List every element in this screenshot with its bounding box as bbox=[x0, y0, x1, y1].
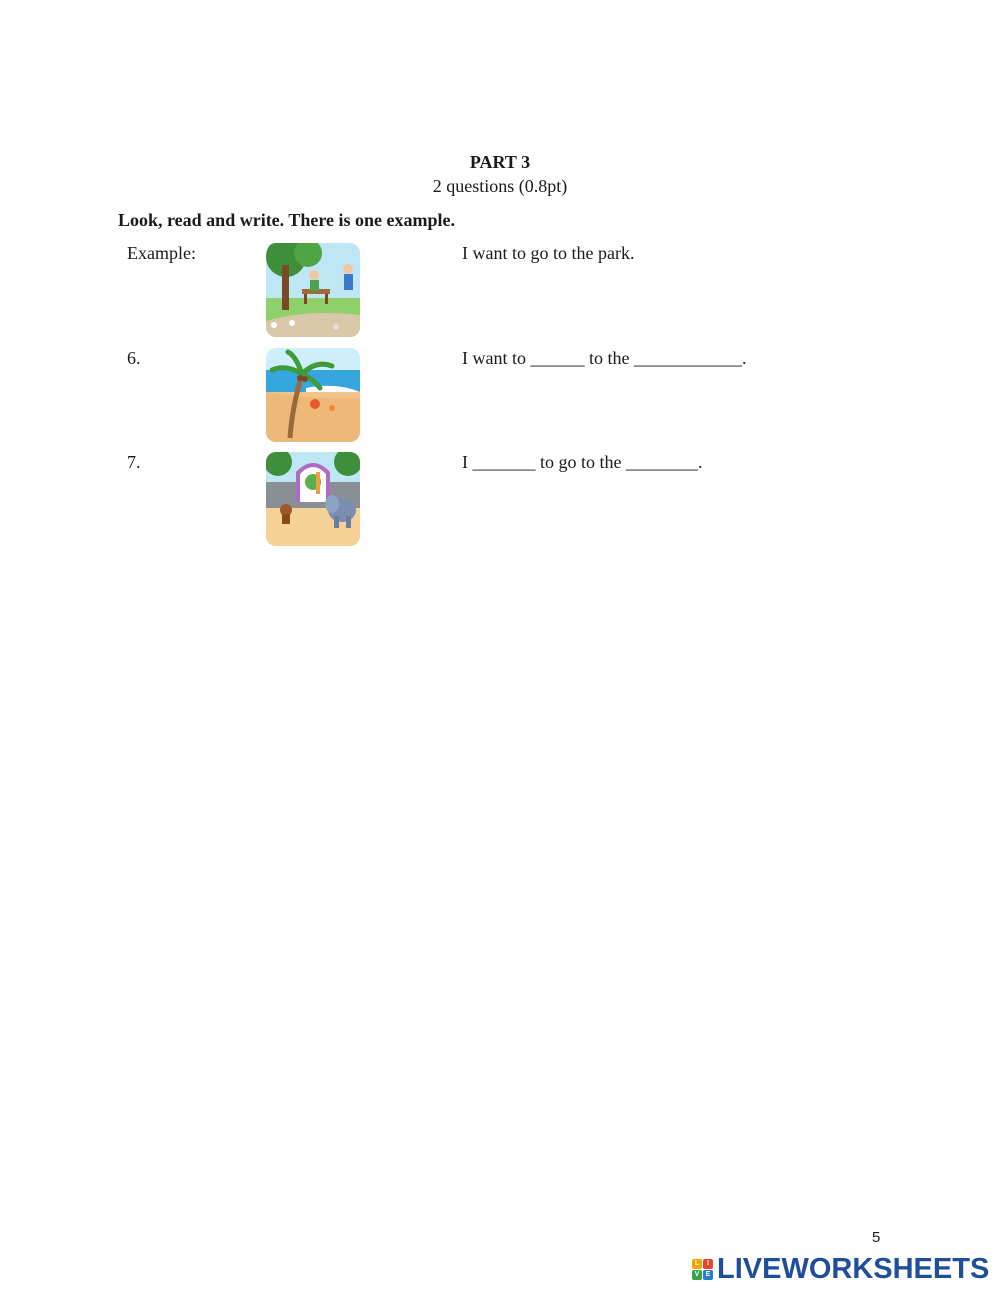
row-sentence[interactable]: I _______ to go to the ________. bbox=[462, 452, 703, 472]
row-label: Example: bbox=[127, 243, 196, 263]
question-6-row bbox=[0, 348, 1000, 444]
question-7-row bbox=[0, 452, 1000, 548]
part-subtitle: 2 questions (0.8pt) bbox=[432, 176, 568, 196]
page-number: 5 bbox=[872, 1229, 881, 1246]
example-row bbox=[0, 243, 1000, 339]
park-scene-picture bbox=[266, 243, 360, 337]
brand-wordmark: LIVEWORKSHEETS bbox=[717, 1252, 990, 1285]
beach-scene-picture bbox=[266, 348, 360, 442]
zoo-scene-picture bbox=[266, 452, 360, 546]
instruction: Look, read and write. There is one example. bbox=[118, 210, 455, 230]
row-sentence[interactable]: I want to ______ to the ____________. bbox=[462, 348, 747, 368]
row-label: 6. bbox=[127, 348, 141, 368]
liveworksheets-logo-icon: L I V E bbox=[692, 1259, 713, 1280]
part-title: PART 3 bbox=[469, 152, 531, 172]
row-sentence: I want to go to the park. bbox=[462, 243, 635, 263]
row-label: 7. bbox=[127, 452, 141, 472]
liveworksheets-logo bbox=[692, 1254, 989, 1284]
